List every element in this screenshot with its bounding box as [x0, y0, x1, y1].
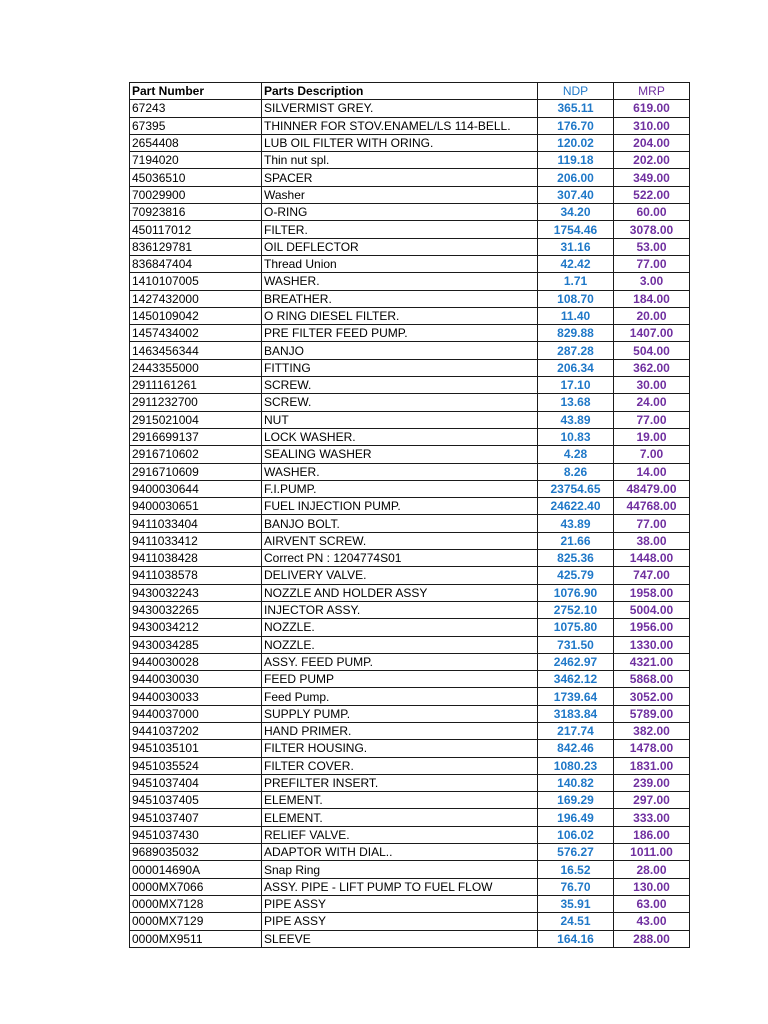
- cell-ndp: 164.16: [538, 930, 614, 947]
- cell-part-number: 67395: [130, 117, 262, 134]
- cell-part-number: 70923816: [130, 204, 262, 221]
- column-header-description: Parts Description: [262, 83, 538, 100]
- cell-mrp: 77.00: [614, 411, 690, 428]
- cell-mrp: 3.00: [614, 273, 690, 290]
- table-row: [130, 688, 690, 705]
- cell-description: Washer: [262, 186, 538, 203]
- table-row: [130, 290, 690, 307]
- cell-ndp: 829.88: [538, 325, 614, 342]
- cell-part-number: 9411038428: [130, 550, 262, 567]
- table-row: [130, 117, 690, 134]
- cell-part-number: 9440030033: [130, 688, 262, 705]
- cell-ndp: 176.70: [538, 117, 614, 134]
- table-row: [130, 878, 690, 895]
- cell-mrp: 1958.00: [614, 584, 690, 601]
- table-row: [130, 601, 690, 618]
- cell-description: FUEL INJECTION PUMP.: [262, 498, 538, 515]
- cell-ndp: 206.34: [538, 359, 614, 376]
- cell-description: Snap Ring: [262, 861, 538, 878]
- table-row: [130, 861, 690, 878]
- cell-ndp: 42.42: [538, 255, 614, 272]
- cell-description: WASHER.: [262, 463, 538, 480]
- cell-part-number: 000014690A: [130, 861, 262, 878]
- cell-description: BREATHER.: [262, 290, 538, 307]
- cell-ndp: 31.16: [538, 238, 614, 255]
- cell-ndp: 43.89: [538, 515, 614, 532]
- cell-ndp: 119.18: [538, 152, 614, 169]
- cell-mrp: 333.00: [614, 809, 690, 826]
- cell-mrp: 1330.00: [614, 636, 690, 653]
- cell-part-number: 9440037000: [130, 705, 262, 722]
- cell-mrp: 19.00: [614, 428, 690, 445]
- cell-part-number: 9430034212: [130, 619, 262, 636]
- cell-ndp: 10.83: [538, 428, 614, 445]
- table-row: [130, 826, 690, 843]
- cell-mrp: 288.00: [614, 930, 690, 947]
- cell-part-number: 1463456344: [130, 342, 262, 359]
- cell-mrp: 5004.00: [614, 601, 690, 618]
- cell-part-number: 9451035101: [130, 740, 262, 757]
- table-row: [130, 740, 690, 757]
- table-row: [130, 359, 690, 376]
- cell-description: ELEMENT.: [262, 792, 538, 809]
- cell-description: PIPE ASSY: [262, 913, 538, 930]
- table-row: [130, 498, 690, 515]
- cell-part-number: 2443355000: [130, 359, 262, 376]
- cell-ndp: 24622.40: [538, 498, 614, 515]
- cell-mrp: 60.00: [614, 204, 690, 221]
- table-row: [130, 463, 690, 480]
- table-row: [130, 325, 690, 342]
- cell-description: SLEEVE: [262, 930, 538, 947]
- cell-ndp: 1.71: [538, 273, 614, 290]
- cell-description: PIPE ASSY: [262, 895, 538, 912]
- table-row: [130, 377, 690, 394]
- cell-mrp: 1448.00: [614, 550, 690, 567]
- cell-description: PREFILTER INSERT.: [262, 774, 538, 791]
- cell-ndp: 120.02: [538, 134, 614, 151]
- table-row: [130, 428, 690, 445]
- cell-ndp: 21.66: [538, 532, 614, 549]
- cell-ndp: 34.20: [538, 204, 614, 221]
- table-row: [130, 930, 690, 947]
- cell-ndp: 4.28: [538, 446, 614, 463]
- cell-ndp: 3183.84: [538, 705, 614, 722]
- cell-mrp: 3052.00: [614, 688, 690, 705]
- cell-description: FITTING: [262, 359, 538, 376]
- cell-part-number: 9411038578: [130, 567, 262, 584]
- cell-ndp: 11.40: [538, 307, 614, 324]
- table-row: [130, 532, 690, 549]
- cell-description: SCREW.: [262, 394, 538, 411]
- cell-mrp: 63.00: [614, 895, 690, 912]
- cell-ndp: 2462.97: [538, 653, 614, 670]
- cell-description: SPACER: [262, 169, 538, 186]
- cell-ndp: 1754.46: [538, 221, 614, 238]
- cell-ndp: 35.91: [538, 895, 614, 912]
- cell-description: ASSY. PIPE - LIFT PUMP TO FUEL FLOW: [262, 878, 538, 895]
- cell-mrp: 204.00: [614, 134, 690, 151]
- cell-ndp: 825.36: [538, 550, 614, 567]
- cell-mrp: 44768.00: [614, 498, 690, 515]
- cell-mrp: 28.00: [614, 861, 690, 878]
- table-row: [130, 515, 690, 532]
- cell-ndp: 731.50: [538, 636, 614, 653]
- cell-description: FILTER HOUSING.: [262, 740, 538, 757]
- cell-part-number: 9411033412: [130, 532, 262, 549]
- cell-part-number: 9440030030: [130, 671, 262, 688]
- cell-ndp: 2752.10: [538, 601, 614, 618]
- cell-ndp: 106.02: [538, 826, 614, 843]
- cell-ndp: 8.26: [538, 463, 614, 480]
- cell-ndp: 307.40: [538, 186, 614, 203]
- cell-ndp: 576.27: [538, 844, 614, 861]
- cell-part-number: 2911161261: [130, 377, 262, 394]
- cell-part-number: 1410107005: [130, 273, 262, 290]
- table-row: [130, 307, 690, 324]
- cell-part-number: 9441037202: [130, 722, 262, 739]
- cell-mrp: 24.00: [614, 394, 690, 411]
- cell-description: RELIEF VALVE.: [262, 826, 538, 843]
- cell-mrp: 4321.00: [614, 653, 690, 670]
- cell-mrp: 1011.00: [614, 844, 690, 861]
- table-row: [130, 705, 690, 722]
- table-row: [130, 774, 690, 791]
- cell-part-number: 0000MX7128: [130, 895, 262, 912]
- cell-mrp: 239.00: [614, 774, 690, 791]
- cell-mrp: 619.00: [614, 100, 690, 117]
- cell-description: SUPPLY PUMP.: [262, 705, 538, 722]
- table-row: [130, 653, 690, 670]
- cell-description: NOZZLE AND HOLDER ASSY: [262, 584, 538, 601]
- cell-part-number: 2911232700: [130, 394, 262, 411]
- cell-mrp: 747.00: [614, 567, 690, 584]
- cell-ndp: 1076.90: [538, 584, 614, 601]
- cell-ndp: 425.79: [538, 567, 614, 584]
- cell-part-number: 9451035524: [130, 757, 262, 774]
- table-row: [130, 809, 690, 826]
- cell-description: SCREW.: [262, 377, 538, 394]
- cell-part-number: 1457434002: [130, 325, 262, 342]
- cell-mrp: 77.00: [614, 255, 690, 272]
- cell-part-number: 1427432000: [130, 290, 262, 307]
- cell-part-number: 45036510: [130, 169, 262, 186]
- cell-description: PRE FILTER FEED PUMP.: [262, 325, 538, 342]
- cell-part-number: 9430034285: [130, 636, 262, 653]
- cell-description: ADAPTOR WITH DIAL..: [262, 844, 538, 861]
- cell-mrp: 504.00: [614, 342, 690, 359]
- cell-part-number: 9689035032: [130, 844, 262, 861]
- cell-description: BANJO BOLT.: [262, 515, 538, 532]
- table-row: [130, 342, 690, 359]
- table-row: [130, 722, 690, 739]
- cell-part-number: 7194020: [130, 152, 262, 169]
- cell-part-number: 9451037404: [130, 774, 262, 791]
- column-header-mrp: MRP: [614, 83, 690, 100]
- cell-description: NUT: [262, 411, 538, 428]
- cell-description: NOZZLE.: [262, 619, 538, 636]
- cell-part-number: 2915021004: [130, 411, 262, 428]
- cell-part-number: 9430032265: [130, 601, 262, 618]
- cell-part-number: 9430032243: [130, 584, 262, 601]
- table-row: [130, 550, 690, 567]
- cell-description: FILTER COVER.: [262, 757, 538, 774]
- cell-ndp: 1075.80: [538, 619, 614, 636]
- cell-part-number: 2916710602: [130, 446, 262, 463]
- cell-mrp: 186.00: [614, 826, 690, 843]
- cell-ndp: 23754.65: [538, 480, 614, 497]
- table-row: [130, 273, 690, 290]
- table-row: [130, 394, 690, 411]
- cell-description: Thin nut spl.: [262, 152, 538, 169]
- cell-mrp: 30.00: [614, 377, 690, 394]
- cell-description: BANJO: [262, 342, 538, 359]
- table-row: [130, 238, 690, 255]
- table-row: [130, 446, 690, 463]
- table-row: [130, 204, 690, 221]
- cell-description: FILTER.: [262, 221, 538, 238]
- table-row: [130, 619, 690, 636]
- cell-part-number: 9400030644: [130, 480, 262, 497]
- cell-description: Correct PN : 1204774S01: [262, 550, 538, 567]
- cell-mrp: 297.00: [614, 792, 690, 809]
- cell-ndp: 287.28: [538, 342, 614, 359]
- table-row: [130, 169, 690, 186]
- cell-description: Feed Pump.: [262, 688, 538, 705]
- cell-part-number: 67243: [130, 100, 262, 117]
- cell-part-number: 0000MX9511: [130, 930, 262, 947]
- cell-mrp: 43.00: [614, 913, 690, 930]
- cell-mrp: 3078.00: [614, 221, 690, 238]
- cell-mrp: 1478.00: [614, 740, 690, 757]
- cell-ndp: 365.11: [538, 100, 614, 117]
- cell-description: O RING DIESEL FILTER.: [262, 307, 538, 324]
- cell-ndp: 17.10: [538, 377, 614, 394]
- cell-ndp: 13.68: [538, 394, 614, 411]
- table-row: [130, 671, 690, 688]
- cell-mrp: 349.00: [614, 169, 690, 186]
- cell-part-number: 836847404: [130, 255, 262, 272]
- cell-description: WASHER.: [262, 273, 538, 290]
- cell-part-number: 450117012: [130, 221, 262, 238]
- cell-description: FEED PUMP: [262, 671, 538, 688]
- column-header-part-number: Part Number: [130, 83, 262, 100]
- cell-part-number: 70029900: [130, 186, 262, 203]
- parts-price-table: [129, 82, 690, 948]
- cell-ndp: 1080.23: [538, 757, 614, 774]
- cell-ndp: 16.52: [538, 861, 614, 878]
- cell-mrp: 38.00: [614, 532, 690, 549]
- cell-description: HAND PRIMER.: [262, 722, 538, 739]
- table-row: [130, 186, 690, 203]
- table-row: [130, 584, 690, 601]
- cell-part-number: 1450109042: [130, 307, 262, 324]
- cell-description: ELEMENT.: [262, 809, 538, 826]
- table-row: [130, 844, 690, 861]
- cell-mrp: 20.00: [614, 307, 690, 324]
- header-row: [130, 83, 690, 100]
- table-row: [130, 913, 690, 930]
- cell-description: F.I.PUMP.: [262, 480, 538, 497]
- table-row: [130, 221, 690, 238]
- cell-part-number: 0000MX7066: [130, 878, 262, 895]
- cell-description: LOCK WASHER.: [262, 428, 538, 445]
- cell-ndp: 76.70: [538, 878, 614, 895]
- cell-description: Thread Union: [262, 255, 538, 272]
- table-row: [130, 134, 690, 151]
- cell-mrp: 53.00: [614, 238, 690, 255]
- cell-part-number: 9411033404: [130, 515, 262, 532]
- cell-mrp: 184.00: [614, 290, 690, 307]
- cell-description: SEALING WASHER: [262, 446, 538, 463]
- cell-mrp: 1831.00: [614, 757, 690, 774]
- cell-part-number: 9400030651: [130, 498, 262, 515]
- cell-description: ASSY. FEED PUMP.: [262, 653, 538, 670]
- cell-ndp: 842.46: [538, 740, 614, 757]
- cell-part-number: 9440030028: [130, 653, 262, 670]
- cell-ndp: 108.70: [538, 290, 614, 307]
- cell-description: OIL DEFLECTOR: [262, 238, 538, 255]
- table-row: [130, 255, 690, 272]
- cell-part-number: 9451037407: [130, 809, 262, 826]
- column-header-ndp: NDP: [538, 83, 614, 100]
- cell-mrp: 1407.00: [614, 325, 690, 342]
- cell-part-number: 0000MX7129: [130, 913, 262, 930]
- cell-mrp: 130.00: [614, 878, 690, 895]
- table-row: [130, 152, 690, 169]
- cell-ndp: 140.82: [538, 774, 614, 791]
- cell-mrp: 310.00: [614, 117, 690, 134]
- cell-description: SILVERMIST GREY.: [262, 100, 538, 117]
- cell-part-number: 2916710609: [130, 463, 262, 480]
- cell-description: O-RING: [262, 204, 538, 221]
- table-row: [130, 792, 690, 809]
- cell-description: THINNER FOR STOV.ENAMEL/LS 114-BELL.: [262, 117, 538, 134]
- cell-ndp: 43.89: [538, 411, 614, 428]
- table-row: [130, 895, 690, 912]
- cell-description: LUB OIL FILTER WITH ORING.: [262, 134, 538, 151]
- cell-mrp: 522.00: [614, 186, 690, 203]
- table-row: [130, 636, 690, 653]
- cell-ndp: 3462.12: [538, 671, 614, 688]
- cell-mrp: 1956.00: [614, 619, 690, 636]
- table-row: [130, 411, 690, 428]
- cell-part-number: 2654408: [130, 134, 262, 151]
- cell-mrp: 48479.00: [614, 480, 690, 497]
- cell-ndp: 196.49: [538, 809, 614, 826]
- cell-mrp: 382.00: [614, 722, 690, 739]
- table-row: [130, 480, 690, 497]
- cell-ndp: 1739.64: [538, 688, 614, 705]
- cell-part-number: 836129781: [130, 238, 262, 255]
- table-row: [130, 100, 690, 117]
- cell-description: INJECTOR ASSY.: [262, 601, 538, 618]
- cell-mrp: 5868.00: [614, 671, 690, 688]
- cell-mrp: 77.00: [614, 515, 690, 532]
- cell-mrp: 7.00: [614, 446, 690, 463]
- cell-ndp: 206.00: [538, 169, 614, 186]
- cell-part-number: 9451037430: [130, 826, 262, 843]
- cell-part-number: 2916699137: [130, 428, 262, 445]
- table-row: [130, 567, 690, 584]
- cell-description: DELIVERY VALVE.: [262, 567, 538, 584]
- cell-mrp: 5789.00: [614, 705, 690, 722]
- cell-ndp: 217.74: [538, 722, 614, 739]
- cell-ndp: 24.51: [538, 913, 614, 930]
- cell-description: AIRVENT SCREW.: [262, 532, 538, 549]
- cell-mrp: 14.00: [614, 463, 690, 480]
- cell-part-number: 9451037405: [130, 792, 262, 809]
- table-row: [130, 757, 690, 774]
- cell-ndp: 169.29: [538, 792, 614, 809]
- cell-mrp: 202.00: [614, 152, 690, 169]
- cell-mrp: 362.00: [614, 359, 690, 376]
- cell-description: NOZZLE.: [262, 636, 538, 653]
